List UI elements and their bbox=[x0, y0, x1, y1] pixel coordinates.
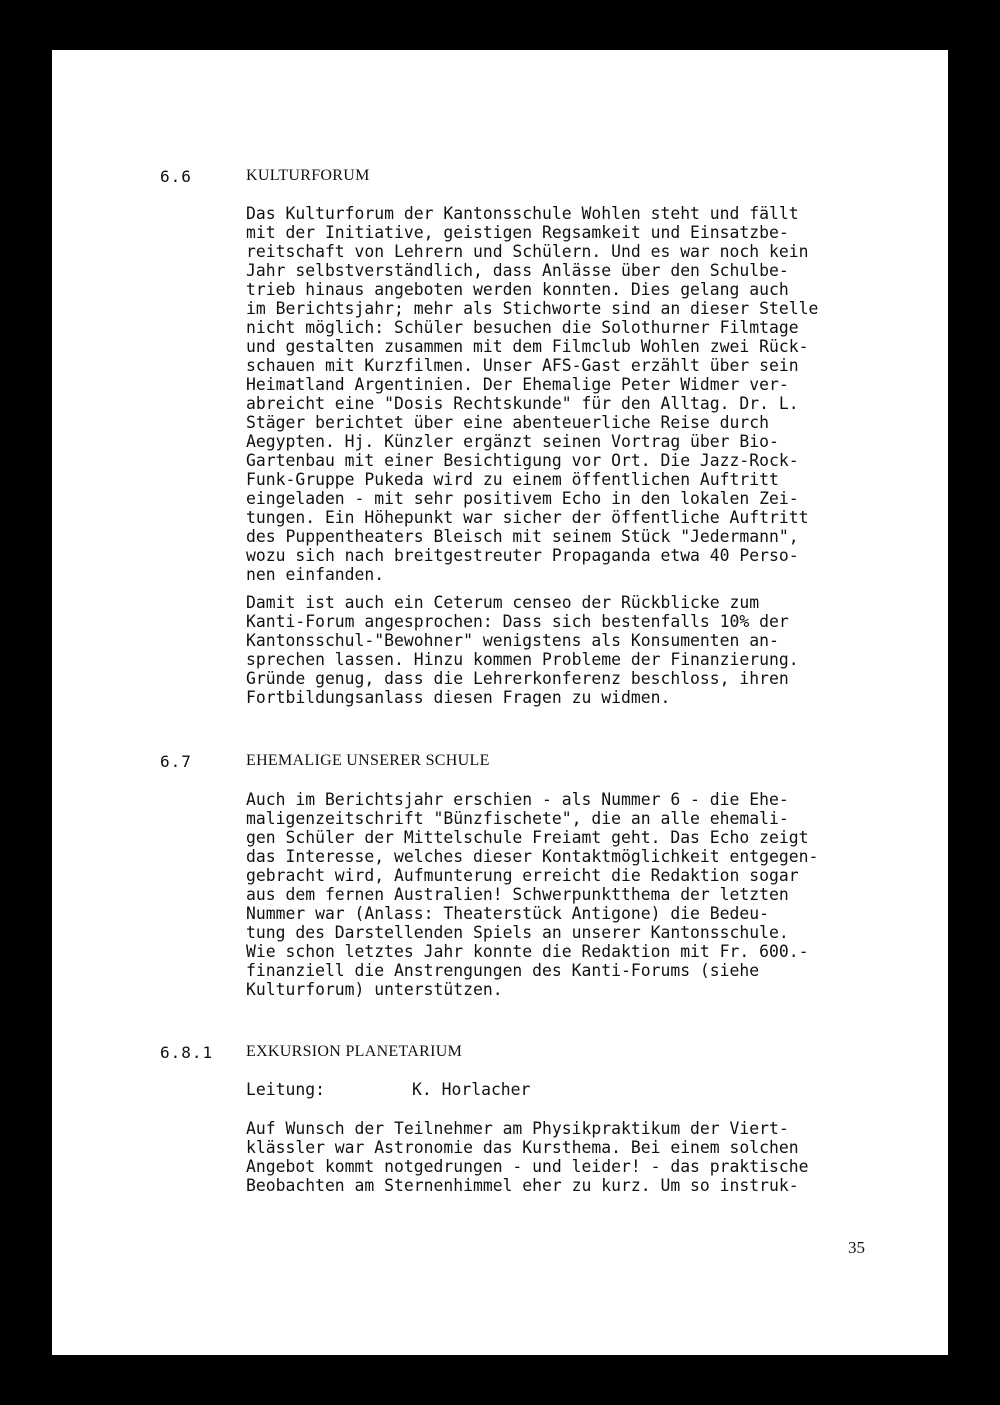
section-number: 6.8.1 bbox=[160, 1043, 214, 1062]
section-paragraph: Das Kulturforum der Kantonsschule Wohlen steht und fällt mit der Initiative, geistigen Regsamkeit und Einsatzbe- reitschaft von Lehrern und Schülern. Und es war noch kein Jahr selbstverständlich, dass Anlässe über den Schulbe- trieb hinaus angeboten werden konnten. Dies gelang auch im Berichtsjahr; mehr als Stichworte sind an dieser Stelle nicht möglich: Schüler besuchen die Solothurner Filmtage und gestalten zusammen mit dem Filmclub Wohlen zwei Rück- schauen mit Kurzfilmen. Unser AFS-Gast erzählt über sein Heimatland Argentinien. Der Ehemalige Peter Widmer ver- abreicht eine "Dosis Rechtskunde" für den Alltag. Dr. L. Stäger berichtet über eine abenteuerliche Reise durch Aegypten. Hj. Künzler ergänzt seinen Vortrag über Bio- Gartenbau mit einer Besichtigung vor Ort. Die Jazz-Rock- Funk-Gruppe Pukeda wird zu einem öffentlichen Auftritt eingeladen - mit sehr positivem Echo in den lokalen Zei- tungen. Ein Höhepunkt war sicher der öffentliche Auftritt des Puppentheaters Bleisch mit seinem Stück "Jedermann", wozu sich nach breitgestreuter Propaganda etwa 40 Perso- nen einfanden. bbox=[246, 204, 819, 584]
section-title: KULTURFORUM bbox=[246, 167, 370, 184]
section-paragraph: Auf Wunsch der Teilnehmer am Physikpraktikum der Viert- klässler war Astronomie das Kursthema. Bei einem solchen Angebot kommt notgedrungen - und leider! - das praktische Beobachten am Sternenhimmel eher zu kurz. Um so instruk- bbox=[246, 1119, 809, 1195]
section-paragraph: Auch im Berichtsjahr erschien - als Nummer 6 - die Ehe- maligenzeitschrift "Bünzfischete", die an alle ehemali- gen Schüler der Mittelschule Freiamt geht. Das Echo zeigt das Interesse, welches dieser Kontaktmöglichkeit entgegen- gebracht wird, Aufmunterung erreicht die Redaktion sogar aus dem fernen Australien! Schwerpunktthema der letzten Nummer war (Anlass: Theaterstück Antigone) die Bedeu- tung des Darstellenden Spiels an unserer Kantonsschule. Wie schon letztes Jahr konnte die Redaktion mit Fr. 600.- finanziell die Anstrengungen des Kanti-Forums (siehe Kulturforum) unterstützen. bbox=[246, 790, 819, 999]
section-title: EXKURSION PLANETARIUM bbox=[246, 1043, 463, 1060]
section-number: 6.7 bbox=[160, 752, 192, 771]
section-paragraph: Damit ist auch ein Ceterum censeo der Rückblicke zum Kanti-Forum angesprochen: Dass sich bestenfalls 10% der Kantonsschul-"Bewohner" wenigstens als Konsumenten an- sprechen lassen. Hinzu kommen Probleme der Finanzierung. Gründe genug, dass die Lehrerkonferenz beschloss, ihren Fortbildungsanlass diesen Fragen zu widmen. bbox=[246, 593, 799, 707]
lead-label: Leitung: bbox=[246, 1080, 325, 1099]
section-title: EHEMALIGE UNSERER SCHULE bbox=[246, 752, 490, 769]
lead-value: K. Horlacher bbox=[412, 1080, 531, 1099]
page-number: 35 bbox=[848, 1238, 865, 1257]
section-number: 6.6 bbox=[160, 167, 192, 186]
